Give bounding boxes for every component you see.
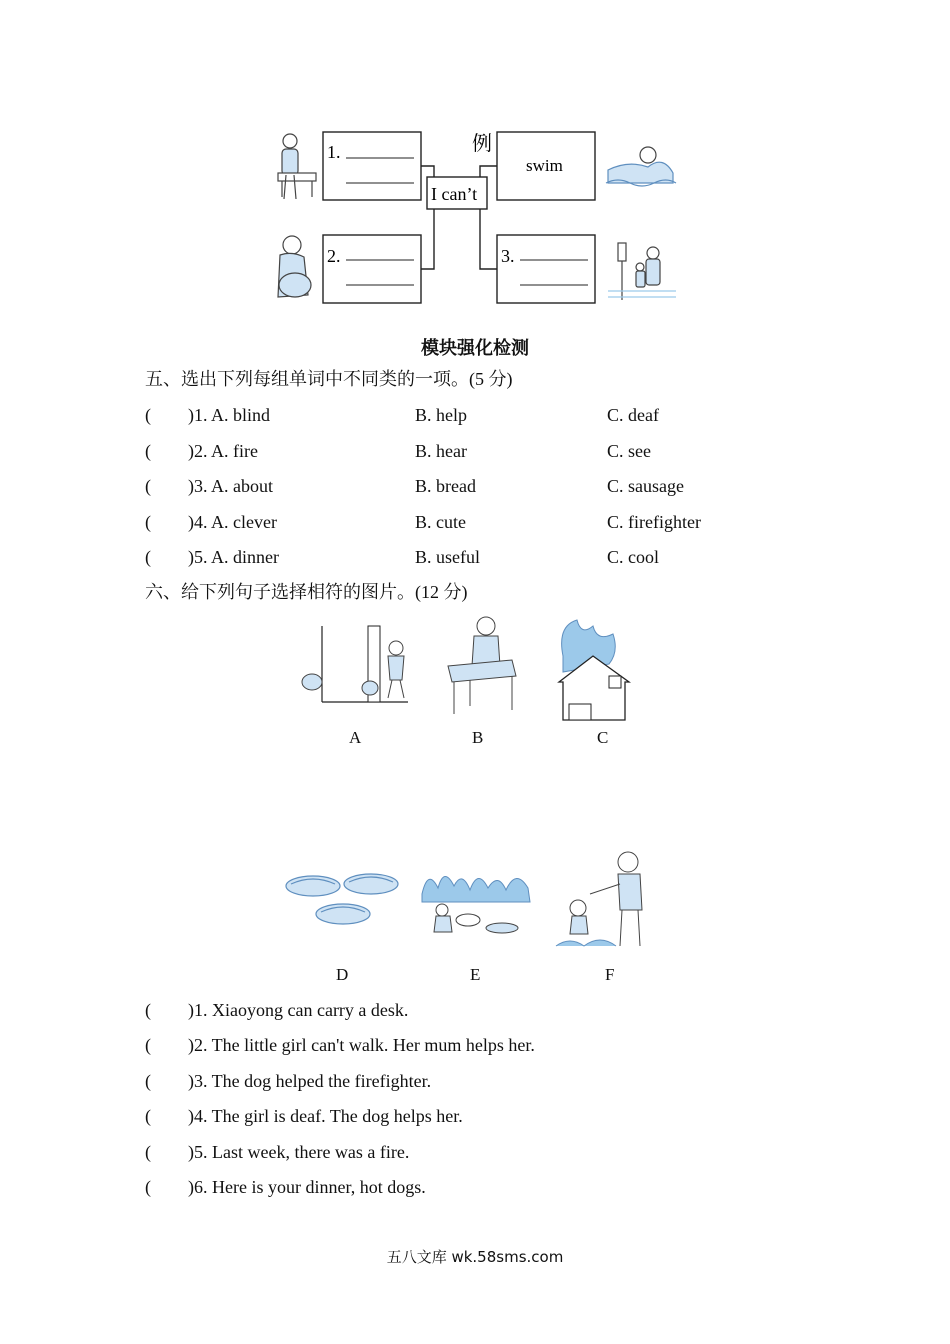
answer-paren[interactable]: ( bbox=[145, 1177, 151, 1197]
swimmer-illustration bbox=[606, 147, 676, 186]
footer: 五八文库 wk.58sms.com bbox=[386, 1248, 564, 1266]
picture-e bbox=[418, 858, 536, 938]
box1-number: 1. bbox=[327, 142, 341, 162]
option-c: C. see bbox=[607, 441, 651, 461]
picture-label: D bbox=[336, 965, 349, 984]
option-b: B. cute bbox=[415, 512, 466, 532]
answer-paren[interactable]: ( bbox=[145, 1035, 151, 1055]
answer-paren[interactable]: ( bbox=[145, 1142, 151, 1162]
option-b: B. useful bbox=[415, 547, 480, 567]
center-text: I can’t bbox=[431, 184, 478, 204]
option-a: )1. A. blind bbox=[188, 405, 271, 425]
blind-man-crossing-illustration bbox=[608, 243, 676, 300]
option-b: B. bread bbox=[415, 476, 476, 496]
box3-number: 3. bbox=[501, 246, 515, 266]
picture-label: C bbox=[597, 728, 609, 747]
option-a: )4. A. clever bbox=[188, 512, 277, 532]
option-a: )3. A. about bbox=[188, 476, 273, 496]
answer-paren[interactable]: ( bbox=[145, 1071, 151, 1091]
answer-paren[interactable]: ( bbox=[145, 1106, 151, 1126]
picture-label: B bbox=[472, 728, 484, 747]
option-a: )2. A. fire bbox=[188, 441, 258, 461]
answer-paren[interactable]: ( bbox=[145, 547, 151, 567]
option-c: C. deaf bbox=[607, 405, 659, 425]
module-title: 模块强化检测 bbox=[421, 338, 529, 358]
picture-label: F bbox=[605, 965, 615, 984]
picture-label: A bbox=[349, 728, 362, 747]
sentence-text: )1. Xiaoyong can carry a desk. bbox=[188, 1000, 409, 1020]
sentence-text: )2. The little girl can't walk. Her mum helps her. bbox=[188, 1035, 535, 1055]
option-a: )5. A. dinner bbox=[188, 547, 279, 567]
section5-title: 五、选出下列每组单词中不同类的一项。(5 分) bbox=[145, 369, 513, 389]
answer-paren[interactable]: ( bbox=[145, 405, 151, 425]
sentence-text: )6. Here is your dinner, hot dogs. bbox=[188, 1177, 426, 1197]
sentence-text: )3. The dog helped the firefighter. bbox=[188, 1071, 432, 1091]
answer-paren[interactable]: ( bbox=[145, 1000, 151, 1020]
picture-f bbox=[550, 850, 662, 950]
old-man-sitting-illustration bbox=[278, 134, 316, 199]
example-label: 例 bbox=[472, 133, 492, 155]
option-b: B. help bbox=[415, 405, 467, 425]
box2-number: 2. bbox=[327, 246, 341, 266]
option-b: B. hear bbox=[415, 441, 467, 461]
answer-paren[interactable]: ( bbox=[145, 476, 151, 496]
option-c: C. sausage bbox=[607, 476, 684, 496]
option-c: C. firefighter bbox=[607, 512, 701, 532]
sick-girl-illustration bbox=[278, 236, 311, 297]
answer-paren[interactable]: ( bbox=[145, 441, 151, 461]
answer-paren[interactable]: ( bbox=[145, 512, 151, 532]
picture-d bbox=[285, 866, 400, 930]
i-cant-diagram bbox=[268, 125, 680, 310]
picture-a bbox=[298, 622, 413, 717]
picture-c bbox=[553, 616, 635, 722]
example-word: swim bbox=[526, 156, 563, 175]
picture-label: E bbox=[470, 965, 481, 984]
option-c: C. cool bbox=[607, 547, 659, 567]
sentence-text: )5. Last week, there was a fire. bbox=[188, 1142, 410, 1162]
section6-title: 六、给下列句子选择相符的图片。(12 分) bbox=[145, 582, 468, 602]
sentence-text: )4. The girl is deaf. The dog helps her. bbox=[188, 1106, 463, 1126]
picture-b bbox=[440, 614, 525, 719]
